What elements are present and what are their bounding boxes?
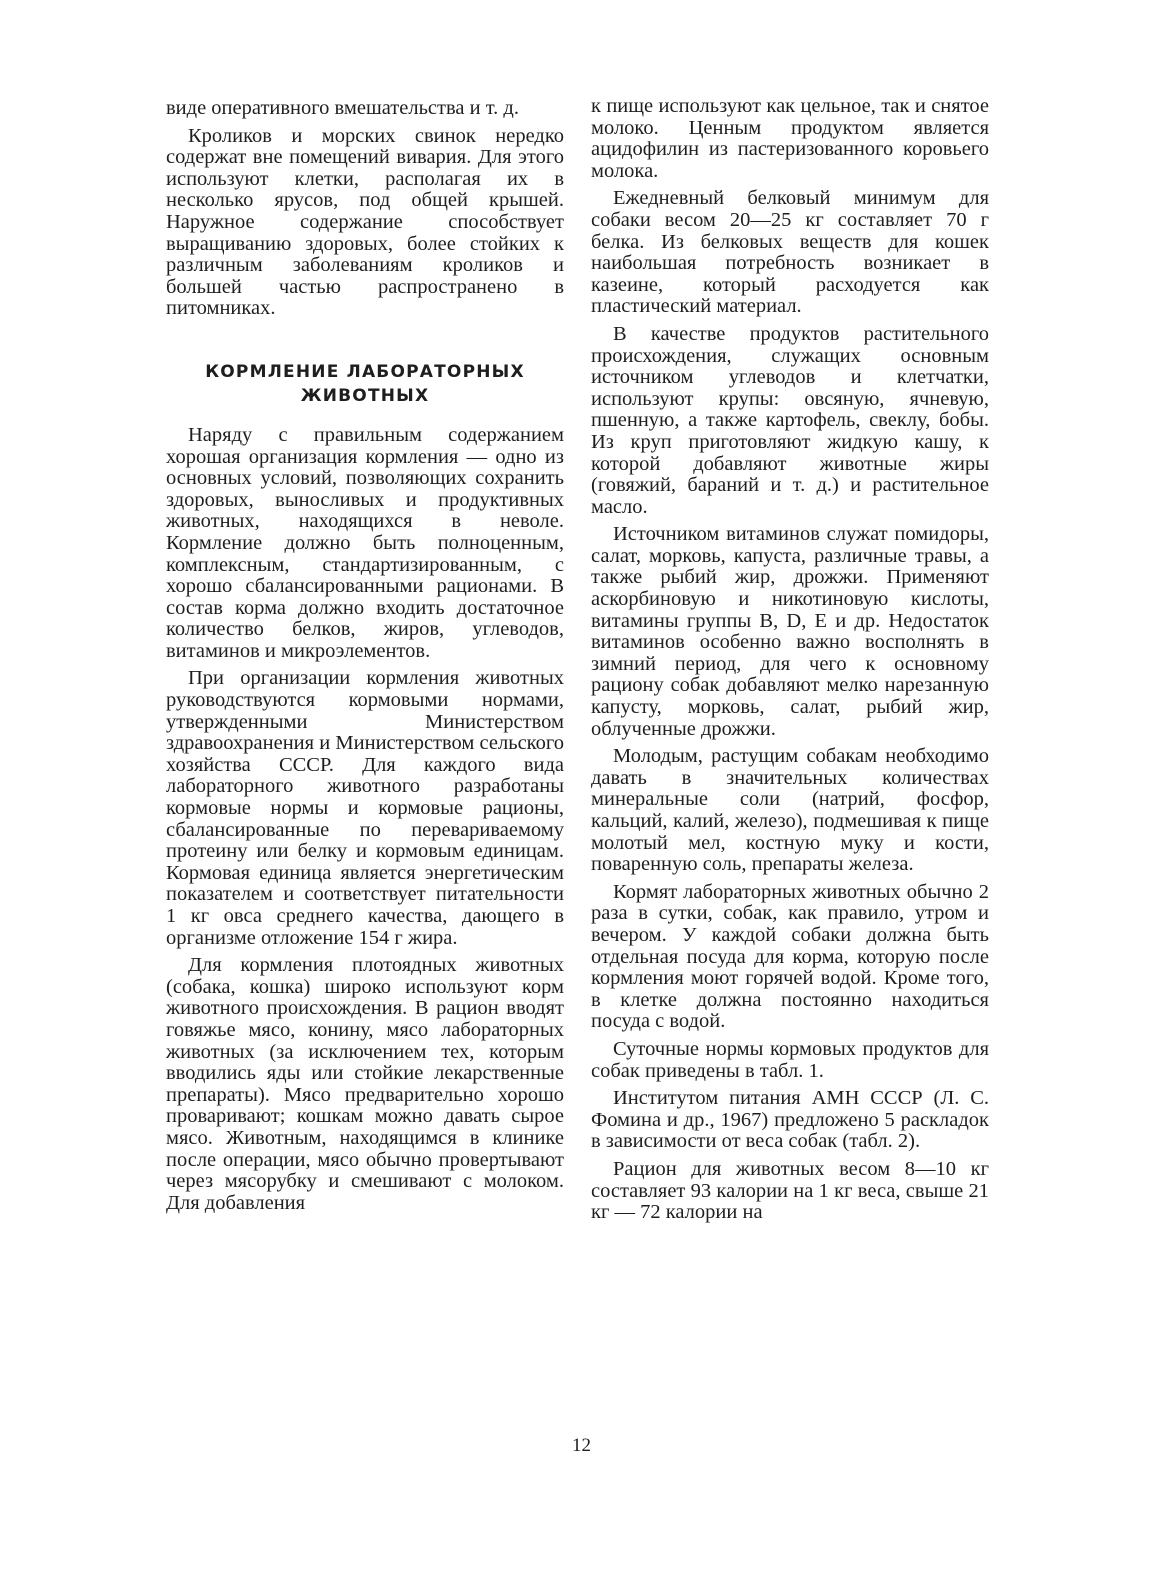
section-heading-line-2: ЖИВОТНЫХ — [300, 385, 430, 406]
paragraph-ration: Рацион для животных весом 8—10 кг составляет 93 калории на 1 кг веса, свыше 21 кг — 72 калории на — [591, 1157, 989, 1224]
paragraph-daily-norms: Суточные нормы кормовых продуктов для собак приведены в табл. 1. — [591, 1037, 989, 1082]
section-heading — [166, 360, 564, 408]
paragraph-vitamins: Источником витаминов служат помидоры, салат, морковь, капуста, различные травы, а также рыбий жир, дрожжи. Применяют аскорбиновую и никотиновую кислоты, витамины группы В, D, Е и др. Недостаток витаминов особенно важно восполнять в зимний период, для чего к основному рациону собак добавляют мелко нарезанную капусту, морковь, салат, рыбий жир, облученные дрожжи. — [591, 523, 989, 740]
paragraph-rabbits: Кроликов и морских свинок нередко содержат вне помещений вивария. Для этого используют клетки, располагая их в несколько ярусов, под общей крышей. Наружное содержание способствует выращиванию здоровых, более стойких к различным заболеваниям кроликов и большей частью распространено в питомниках. — [166, 124, 564, 320]
paragraph-milk: к пище используют как цельное, так и снятое молоко. Ценным продуктом является ацидофилин из пастеризованного коровьего молока. — [591, 95, 989, 182]
paragraph-continuation: виде оперативного вмешательства и т. д. — [166, 97, 519, 119]
paragraph-feeding-schedule: Кормят лабораторных животных обычно 2 раза в сутки, собак, как правило, утром и вечером. У каждой собаки должна быть отдельная посуда для корма, которую после кормления моют горячей водой. Кроме того, в клетке должна постоянно находиться посуда с водой. — [591, 880, 989, 1033]
page-number: 12 — [572, 1435, 591, 1456]
paragraph-feeding-intro: Наряду с правильным содержанием хорошая организация кормления — одно из основных условий, позволяющих сохранить здоровых, выносливых и продуктивных животных, находящихся в неволе. Кормление должно быть полноценным, комплексным, стандартизированным, с хорошо сбалансированными рационами. В состав корма должно входить достаточное количество белков, жиров, углеводов, витаминов и микроэлементов. — [166, 423, 564, 662]
paragraph-minerals: Молодым, растущим собакам необходимо давать в значительных количествах минеральные соли (натрий, фосфор, кальций, калий, железо), подмешивая к пище молотый мел, костную муку и кости, поваренную соль, препараты железа. — [591, 745, 989, 876]
paragraph-plant-products: В качестве продуктов растительного происхождения, служащих основным источником углеводов и клетчатки, используют крупы: овсяную, ячневую, пшенную, а также картофель, свеклу, бобы. Из круп приготовляют жидкую кашу, к которой добавляют животные жиры (говяжий, бараний и т. д.) и растительное масло. — [591, 322, 989, 518]
right-text-column — [591, 96, 989, 1224]
section-heading-line-1: КОРМЛЕНИЕ ЛАБОРАТОРНЫХ — [205, 361, 525, 382]
paragraph-protein: Ежедневный белковый минимум для собаки весом 20—25 кг составляет 70 г белка. Из белковых веществ для кошек наибольшая потребность возникает в казеине, который расходуется как пластический материал. — [591, 187, 989, 318]
left-text-column — [166, 98, 564, 1214]
paragraph-carnivores: Для кормления плотоядных животных (собака, кошка) широко используют корм животного происхождения. В рацион вводят говяжье мясо, конину, мясо лабораторных животных (за исключением тех, которым вводились яды или стойкие лекарственные препараты). Мясо предварительно хорошо проваривают; кошкам можно давать сырое мясо. Животным, находящимся в клинике после операции, мясо обычно провертывают через мясорубку и смешивают с молоком. Для добавления — [166, 954, 564, 1214]
paragraph-institute: Институтом питания АМН СССР (Л. С. Фомина и др., 1967) предложено 5 раскладок в зависимости от веса собак (табл. 2). — [591, 1087, 989, 1153]
paragraph-feeding-norms: При организации кормления животных руководствуются кормовыми нормами, утвержденными Министерством здравоохранения и Министерством сельского хозяйства СССР. Для каждого вида лабораторного животного разработаны кормовые нормы и кормовые рационы, сбалансированные по перевариваемому протеину или белку и кормовым единицам. Кормовая единица является энергетическим показателем и соответствует питательности 1 кг овса среднего качества, дающего в организме отложение 154 г жира. — [166, 667, 564, 949]
